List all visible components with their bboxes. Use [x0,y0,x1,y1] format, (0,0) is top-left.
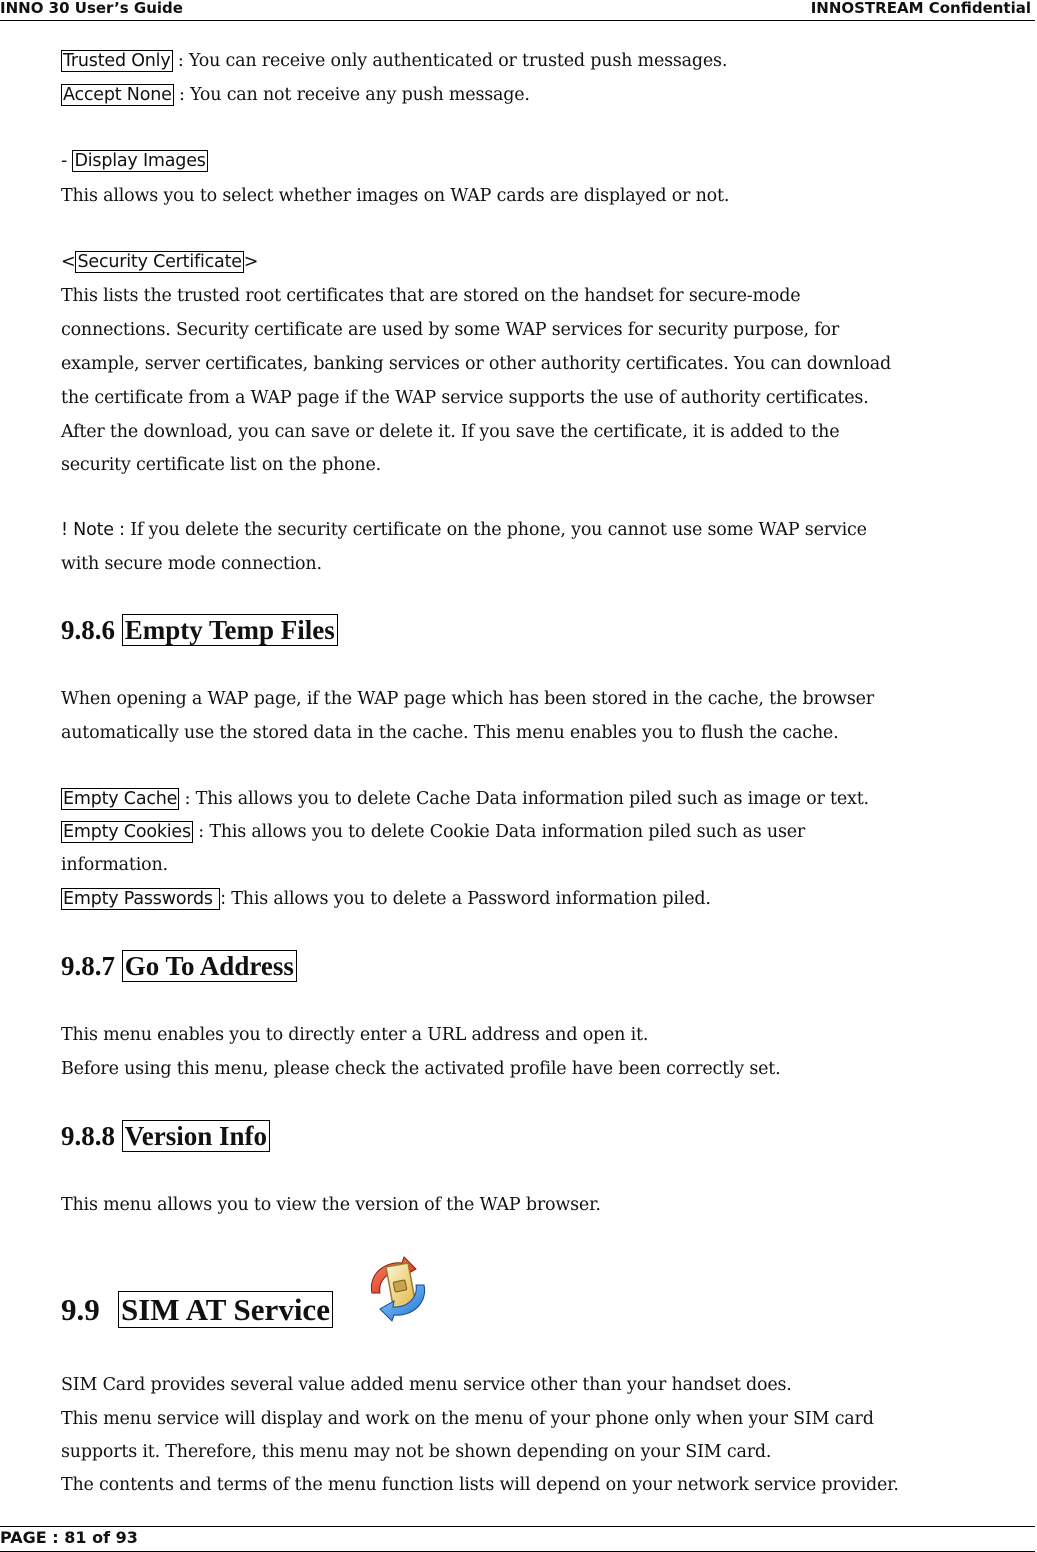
note-line-continued: with secure mode connection. [61,554,322,574]
note-line [61,519,867,541]
empty-cookies-line [61,821,805,843]
go-to-address-para-line: Before using this menu, please check the activated profile have been correctly set. [61,1059,781,1079]
display-images-dash: - [61,151,73,171]
section-heading-9-9 [61,1291,333,1329]
empty-passwords-line [61,888,711,910]
page-number: PAGE : 81 of 93 [0,1528,138,1547]
security-certificate-term: Security Certificate [77,252,242,272]
empty-cache-line [61,788,869,810]
display-images-heading [61,150,208,172]
section-number: 9.8.7 [61,951,122,981]
page-footer [0,1526,1035,1552]
section-heading-9-8-7 [61,949,297,983]
section-title: Version Info [122,1120,270,1152]
section-number: 9.8.6 [61,615,122,645]
section-number: 9.9 [61,1292,100,1327]
security-para-line: This lists the trusted root certificates that are stored on the handset for secure-mode [61,286,801,306]
empty-passwords-colon: : [220,889,232,909]
sim-at-para-line: SIM Card provides several value added menu service other than your handset does. [61,1375,792,1395]
note-text: If you delete the security certificate on the phone, you cannot use some WAP service [130,520,867,540]
sim-at-para-line: This menu service will display and work on the menu of your phone only when your SIM card [61,1409,874,1429]
header-confidential: INNOSTREAM Confidential [810,0,1031,17]
security-para-line: connections. Security certificate are used by some WAP services for security purpose, for [61,320,840,340]
trusted-only-desc: : You can receive only authenticated or trusted push messages. [172,51,728,71]
section-heading-9-8-8 [61,1119,270,1153]
empty-passwords-desc: This allows you to delete a Password information piled. [231,889,711,909]
security-open-bracket: < [61,252,76,272]
page-header [0,0,1035,21]
note-label: ! Note : [61,520,131,540]
empty-cookies-term: Empty Cookies [63,822,191,842]
section-title: SIM AT Service [118,1291,333,1328]
empty-cache-term: Empty Cache [63,789,178,809]
security-para-line: the certificate from a WAP page if the WAP service supports the use of authority certificates. [61,388,869,408]
display-images-desc: This allows you to select whether images on WAP cards are displayed or not. [61,186,730,206]
accept-none-line [61,84,530,106]
go-to-address-para-line: This menu enables you to directly enter a URL address and open it. [61,1025,649,1045]
security-close-bracket: > [243,252,259,272]
section-title: Go To Address [122,950,297,982]
temp-files-para-line: automatically use the stored data in the cache. This menu enables you to flush the cache. [61,723,839,743]
empty-cache-desc: : This allows you to delete Cache Data information piled such as image or text. [179,789,869,809]
empty-passwords-term: Empty Passwords [63,889,219,909]
trusted-only-line [61,50,727,72]
section-heading-9-8-6 [61,613,338,647]
section-title: Empty Temp Files [122,614,338,646]
sim-at-para-line: supports it. Therefore, this menu may not be shown depending on your SIM card. [61,1442,772,1462]
sim-at-para-line: The contents and terms of the menu function lists will depend on your network service provider. [61,1475,899,1495]
header-doc-title: INNO 30 User’s Guide [0,0,183,17]
version-info-para-line: This menu allows you to view the version of the WAP browser. [61,1195,601,1215]
accept-none-term: Accept None [63,85,172,105]
security-para-line: After the download, you can save or delete it. If you save the certificate, it is added to the [61,422,840,442]
trusted-only-term: Trusted Only [63,51,171,71]
security-para-line: example, server certificates, banking services or other authority certificates. You can download [61,354,891,374]
security-para-line: security certificate list on the phone. [61,455,382,475]
display-images-term: Display Images [74,151,206,171]
accept-none-desc: : You can not receive any push message. [173,85,530,105]
sim-card-refresh-icon [362,1253,434,1325]
security-certificate-heading [61,251,258,273]
empty-cookies-desc: : This allows you to delete Cookie Data information piled such as user [192,822,806,842]
empty-cookies-desc-continued: information. [61,855,168,875]
temp-files-para-line: When opening a WAP page, if the WAP page which has been stored in the cache, the browser [61,689,874,709]
section-number: 9.8.8 [61,1121,122,1151]
